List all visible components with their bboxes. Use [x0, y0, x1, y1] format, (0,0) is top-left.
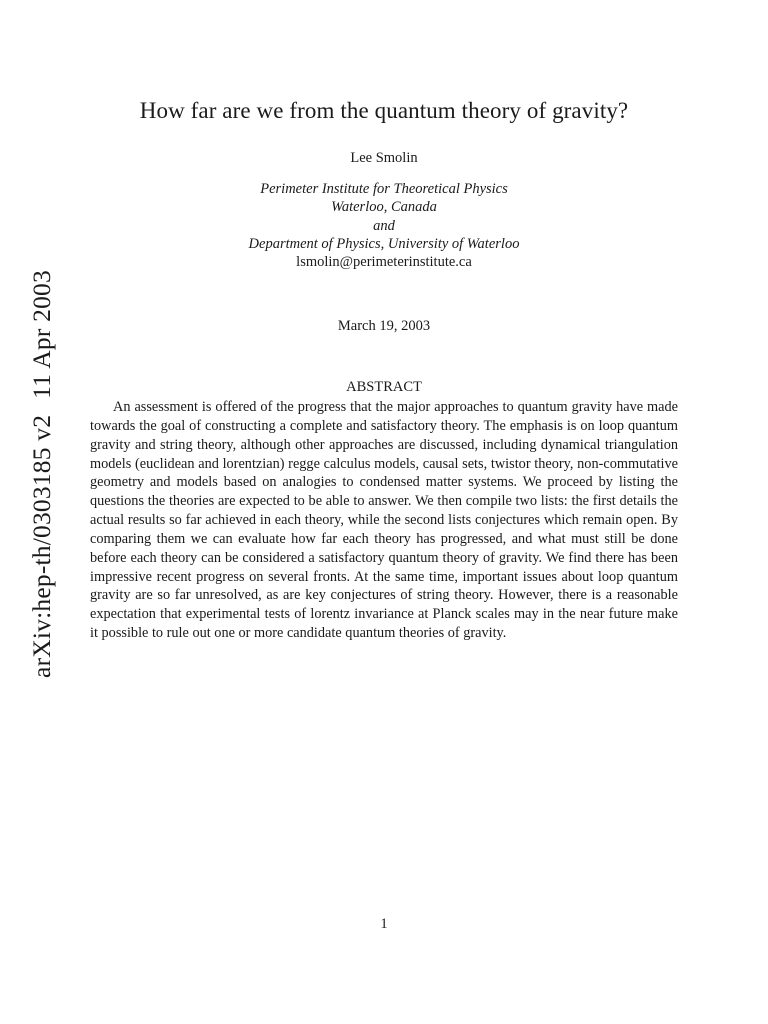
affiliation-line-3: and [373, 217, 395, 234]
abstract-text: An assessment is offered of the progress that the major approaches to quantum gravity have made towards the goal of constructing a complete and satisfactory theory. The emphasis is on loop quantum gravity and string theory, although other approaches are discussed, including dynamical triangulation models (euclidean and lorentzian) regge calculus models, causal sets, twistor theory, non-commutative geometry and models based on analogies to condensed matter systems. We proceed by listing the questions the theories are expected to be able to answer. We then compile two lists: the first details the actual results so far achieved in each theory, while the second lists conjectures which remain open. By comparing them we can evaluate how far each theory has progressed, and what must still be done before each theory can be considered a satisfactory quantum theory of gravity. We find there has been impressive recent progress on several fronts. At the same time, important issues about loop quantum gravity are so far unresolved, as are key conjectures of string theory. However, there is a reasonable expectation that experimental tests of lorentz invariance at Planck scales may in the near future make it possible to rule out one or more candidate quantum theories of gravity. [90, 399, 678, 642]
affiliation-line-2: Waterloo, Canada [331, 199, 437, 216]
paper-title: How far are we from the quantum theory of gravity? [139, 98, 629, 123]
author-name: Lee Smolin [350, 150, 418, 166]
arxiv-date: 11 Apr 2003 [27, 270, 56, 399]
affiliation-line-1: Perimeter Institute for Theoretical Physics [260, 181, 508, 197]
affiliation-line-4: Department of Physics, University of Waterloo [248, 235, 520, 252]
paper-date: March 19, 2003 [337, 318, 431, 334]
author-email: lsmolin@perimeterinstitute.ca [296, 254, 472, 271]
arxiv-identifier: arXiv:hep-th/0303185 v2 [27, 414, 56, 678]
page-number: 1 [380, 916, 388, 932]
abstract-heading: ABSTRACT [346, 379, 422, 395]
affiliation-block [0, 180, 768, 271]
